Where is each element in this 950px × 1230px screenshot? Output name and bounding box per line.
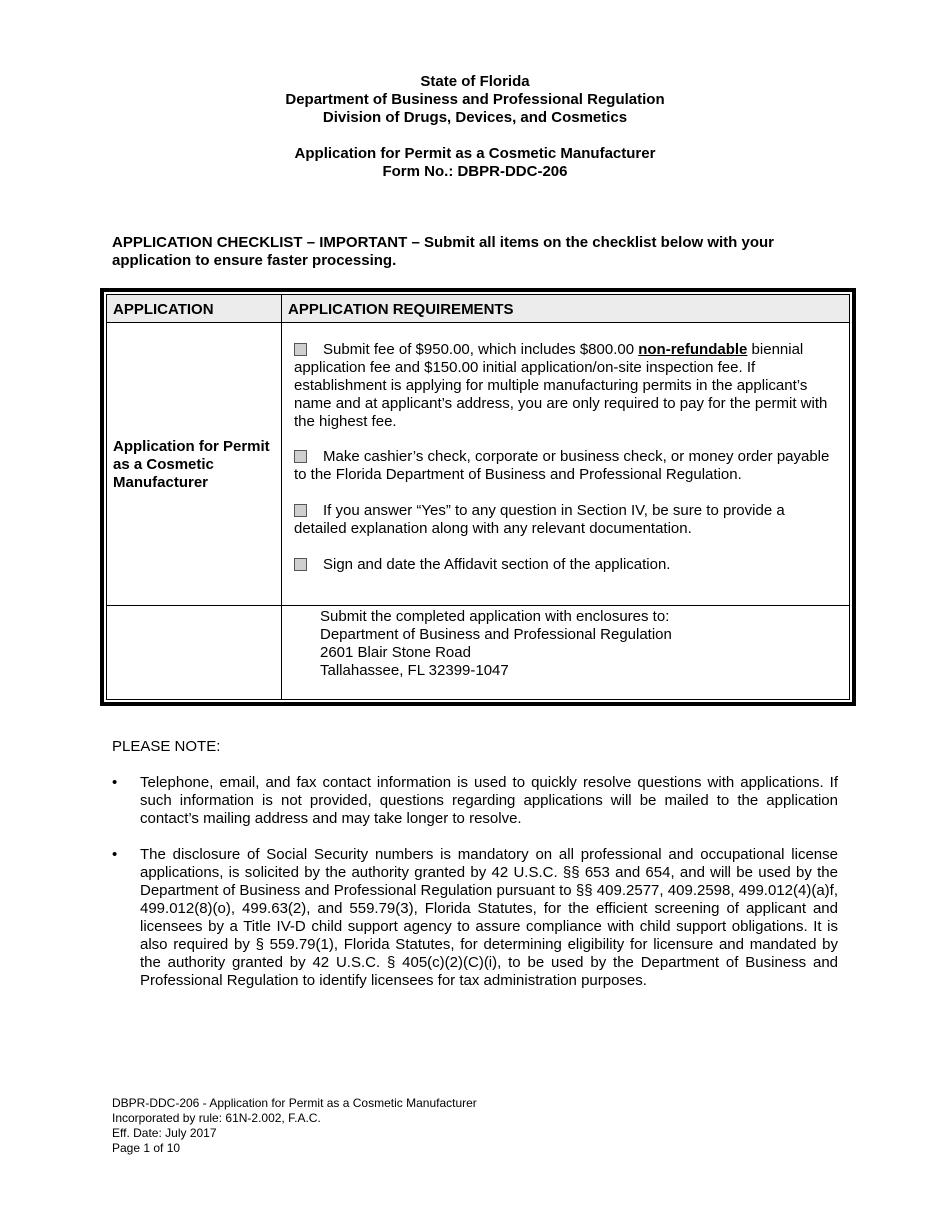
- checklist-table: [100, 288, 856, 706]
- bullet-icon: •: [112, 774, 118, 791]
- list-item: • The disclosure of Social Security numbers is mandatory on all professional and occupational license applications, is solicited by the authority granted by 42 U.S.C. §§ 653 and 654, and will be used by the Department of Business and Professional Regulation pursuant to §§ 409.2577, 409.2598, 499.012(4)(a)f, 499.012(8)(o), 499.63(2), and 559.79(3), Florida Statutes, for the efficient screening of applicant and licensees by a Title IV-D child support agency to assure compliance with child support obligations. It is also required by § 559.79(1), Florida Statutes, for determining eligibility for licensure and mandated by the authority granted by 42 U.S.C. § 405(c)(2)(C)(i), to be used by the Department of Business and Professional Regulation to identify licensees for tax administration purposes.: [112, 846, 838, 989]
- checkbox[interactable]: [294, 504, 307, 517]
- checkbox[interactable]: [294, 343, 307, 356]
- requirement-affidavit: Sign and date the Affidavit section of the application.: [294, 556, 840, 574]
- document-header: [0, 73, 950, 181]
- requirement-payment: Make cashier’s check, corporate or business check, or money order payable to the Florida Department of Business and Professional Regulation.: [294, 448, 830, 483]
- mailing-address: Submit the completed application with enclosures to: Department of Business and Professional Regulation 2601 Blair Stone Road Tallahassee, FL 32399-1047: [320, 608, 672, 679]
- please-note-title: PLEASE NOTE:: [112, 738, 221, 755]
- checkbox[interactable]: [294, 450, 307, 463]
- page-footer: DBPR-DDC-206 - Application for Permit as a Cosmetic Manufacturer Incorporated by rule: 61N-2.002, F.A.C. Eff. Date: July 2017 Page 1 of 10: [112, 1096, 477, 1155]
- application-type: Application for Permit as a Cosmetic Manufacturer: [113, 438, 270, 491]
- division-title: Division of Drugs, Devices, and Cosmetics: [322, 109, 628, 126]
- department-title: Department of Business and Professional Regulation: [285, 91, 665, 108]
- state-title: State of Florida: [420, 73, 530, 90]
- form-number: Form No.: DBPR-DDC-206: [382, 163, 568, 180]
- column-header-requirements: APPLICATION REQUIREMENTS: [288, 301, 514, 318]
- bullet-icon: •: [112, 846, 118, 863]
- note-list: [112, 774, 838, 1008]
- checklist-heading: APPLICATION CHECKLIST – IMPORTANT – Submit all items on the checklist below with your application to ensure faster processing.: [112, 234, 775, 269]
- form-title: Application for Permit as a Cosmetic Manufacturer: [294, 145, 656, 162]
- checkbox[interactable]: [294, 558, 307, 571]
- list-item: • Telephone, email, and fax contact information is used to quickly resolve questions with applications. If such information is not provided, questions regarding applications will be mailed to the application contact’s mailing address and may take longer to resolve.: [112, 774, 838, 827]
- requirement-section-iv: If you answer “Yes” to any question in Section IV, be sure to provide a detailed explanation along with any relevant documentation.: [294, 502, 785, 537]
- table-header-row: [107, 295, 849, 323]
- page-number: Page 1 of 10: [112, 1141, 181, 1155]
- non-refundable-emphasis: non-refundable: [638, 341, 748, 358]
- column-header-application: APPLICATION: [113, 301, 214, 318]
- requirement-fee: Submit fee of $950.00, which includes $800.00 non-refundable biennial application fee and $150.00 initial application/on-site inspection fee. If establishment is applying for multiple manufacturing permits in the applicant’s name and at applicant’s address, you are only required to pay for the permit with the highest fee.: [294, 341, 828, 430]
